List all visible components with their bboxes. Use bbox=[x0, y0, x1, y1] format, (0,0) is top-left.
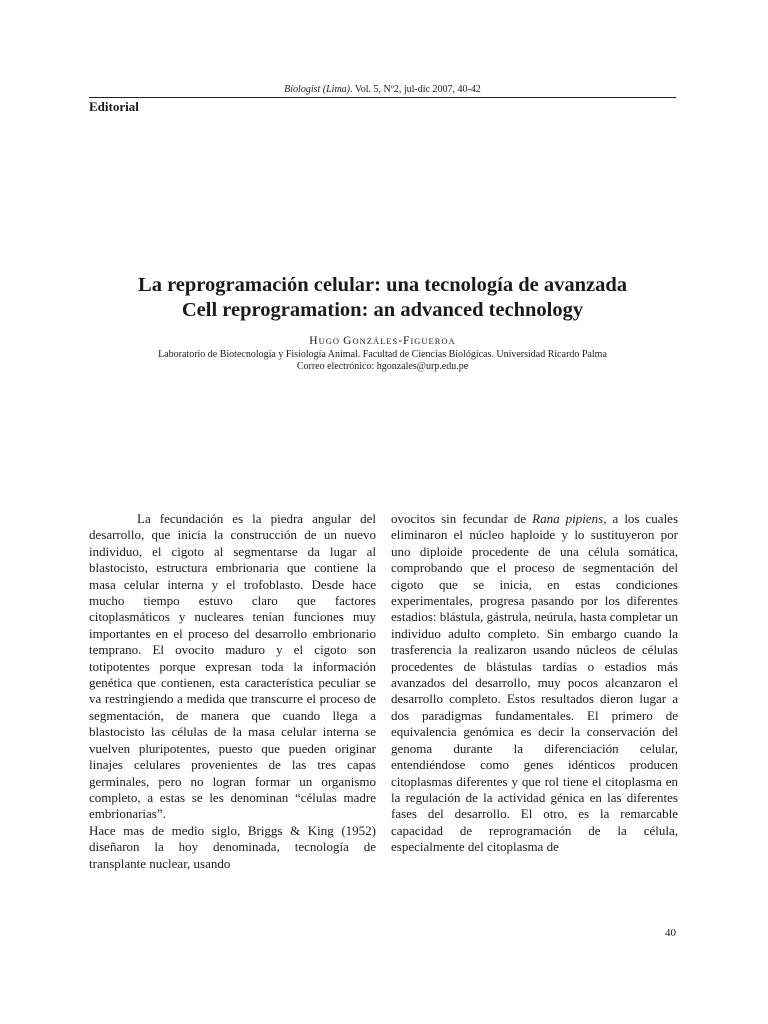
author-initial-2: G bbox=[343, 335, 353, 347]
paragraph-continued bbox=[391, 511, 678, 856]
author-initial-1: H bbox=[309, 335, 319, 347]
author-initial-3: F bbox=[403, 335, 411, 347]
author-separator: - bbox=[398, 335, 404, 347]
issue-info: . Vol. 5, Nº2, jul-dic 2007, 40-42 bbox=[350, 84, 481, 95]
section-label: Editorial bbox=[89, 99, 139, 114]
body-column-right bbox=[391, 511, 678, 856]
text-before-species: ovocitos sin fecundar de bbox=[391, 511, 533, 526]
author-rest-1: UGO bbox=[318, 336, 344, 346]
title-spanish: La reprogramación celular: una tecnología de avanzada bbox=[138, 274, 627, 296]
author-affiliation: Laboratorio de Biotecnología y Fisiología Animal. Facultad de Ciencias Biológicas. Universidad Ricardo Palma bbox=[158, 349, 607, 360]
running-head bbox=[89, 84, 676, 96]
header-rule bbox=[89, 97, 676, 98]
author-email: Correo electrónico: hgonzales@urp.edu.pe bbox=[296, 361, 469, 372]
page-number: 40 bbox=[665, 927, 676, 939]
species-name: Rana pipiens bbox=[532, 511, 604, 526]
paragraph-intro: La fecundación es la piedra angular del desarrollo, que inicia la construcción de un nuevo individuo, el cigoto al segmentarse da lugar al blastocisto, estructura embrionaria que contiene la masa celular interna y el trofoblasto. Desde hace mucho tiempo estuvo claro que factores citoplasmáticos y nucleares tenían funciones muy importantes en el proceso del desarrollo embrionario temprano. El ovocito maduro y el cigoto son totipotentes porque expresan toda la información genética que contienen, esta característica peculiar se va restringiendo a medida que transcurre el proceso de segmentación, de manera que cuando llega a blastocisto las células de la masa celular interna se vuelven pluripotentes, puesto que pueden originar linajes celulares provenientes de las tres capas germinales, pero no logran formar un organismo completo, a estas se les denominan “células madre embrionarias”. bbox=[89, 511, 376, 822]
journal-name: Biologist (Lima) bbox=[284, 84, 351, 95]
body-column-left bbox=[89, 511, 376, 872]
author-rest-3: IGUEROA bbox=[410, 336, 456, 346]
author-rest-2: ONZÁLES bbox=[352, 336, 399, 346]
title-block bbox=[89, 273, 676, 373]
title-english: Cell reprogramation: an advanced technology bbox=[181, 299, 584, 321]
text-after-species: , a los cuales eliminaron el núcleo haploide y lo sustituyeron por uno diploide procedente de una célula somática, comprobando que el proceso de segmentación del cigoto que se inicia, en estas condiciones experimentales, progresa pasando por los diferentes estadios: blástula, gástrula, neúrula, hasta completar un individuo adulto completo. Sin embargo cuando la trasferencia la realizaron usando núcleos de células procedentes de blástulas tardías o estadios más avanzados del desarrollo, muy pocos alcanzaron el desarrollo completo. Estos resultados dieron lugar a dos paradigmas fundamentales. El primero de equivalencia genómica es decir la conservación del genoma durante la diferenciación celular, entendiéndose como genes idénticos producen citoplasmas diferentes y que rol tiene el citoplasma en la regulación de la actividad génica en las diferentes fases del desarrollo. El otro, es la remarcable capacidad de reprogramación de la célula, especialmente del citoplasma de bbox=[391, 511, 679, 855]
author-name bbox=[89, 334, 676, 348]
paragraph-nuclear-transfer: Hace mas de medio siglo, Briggs & King (1952) diseñaron la hoy denominada, tecnología de transplante nuclear, usando bbox=[89, 822, 376, 871]
